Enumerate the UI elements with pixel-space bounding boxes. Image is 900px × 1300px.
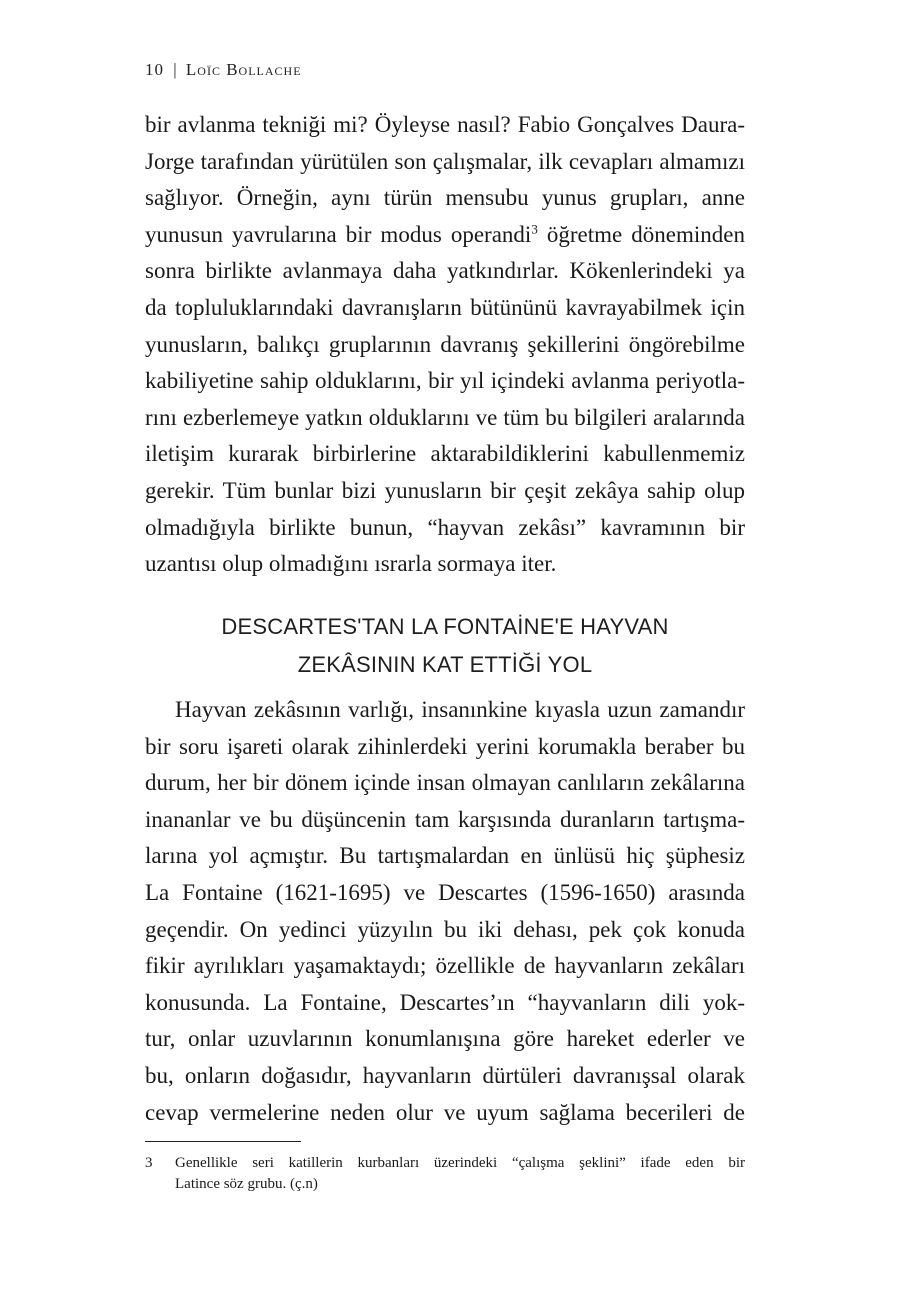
paragraph-line: inananlar ve bu düşüncenin tam karşısında duranların tartışma-	[145, 806, 745, 832]
body-paragraph-1	[145, 107, 745, 583]
footnote-line: Latince söz grubu. (ç.n)	[175, 1176, 318, 1192]
paragraph-line: sonra birlikte avlanmaya daha yatkındırlar. Kökenlerindeki ya	[145, 258, 745, 284]
paragraph-line: durum, her bir dönem içinde insan olmayan canlıların zekâlarına	[145, 770, 745, 796]
paragraph-line: olmadığıyla birlikte bunun, “hayvan zekâsı” kavramının bir	[145, 514, 745, 540]
running-head-author: Loïc Bollache	[185, 60, 302, 79]
paragraph-line: yunusların, balıkçı gruplarının davranış şekillerini öngörebilme	[145, 331, 745, 357]
paragraph-line-with-footnote-ref	[145, 217, 745, 254]
footnote-divider	[145, 1141, 301, 1142]
footnote-reference[interactable]: 3	[531, 221, 538, 237]
footnote-text	[175, 1153, 745, 1195]
page-number: 10	[145, 60, 164, 79]
paragraph-line: uzantısı olup olmadığını ısrarla sormaya iter.	[145, 551, 557, 577]
paragraph-line: da topluluklarındaki davranışların bütününü kavrayabilmek için	[145, 294, 745, 320]
footnote-line: Genellikle seri katillerin kurbanları üzerindeki “çalışma şeklini” ifade eden bir	[175, 1155, 745, 1171]
paragraph-line: konusunda. La Fontaine, Descartes’ın “hayvanların dili yok-	[145, 989, 745, 1015]
footnote-number: 3	[145, 1155, 153, 1171]
body-paragraph-2	[145, 692, 745, 1131]
paragraph-line: bu, onların doğasıdır, hayvanların dürtüleri davranışsal olarak	[145, 1062, 745, 1088]
running-head-separator: |	[173, 60, 178, 79]
paragraph-line: iletişim kurarak birbirlerine aktarabildiklerini kabullenmemiz	[145, 441, 745, 467]
paragraph-line: kabiliyetine sahip olduklarını, bir yıl içindeki avlanma periyotla-	[145, 368, 745, 394]
paragraph-line: rını ezberlemeye yatkın olduklarını ve tüm bu bilgileri aralarında	[145, 404, 745, 430]
paragraph-line: La Fontaine (1621-1695) ve Descartes (1596-1650) arasında	[145, 879, 745, 905]
running-head	[145, 60, 302, 80]
paragraph-line: larına yol açmıştır. Bu tartışmalardan en ünlüsü hiç şüphesiz	[145, 843, 745, 869]
footnote	[145, 1153, 745, 1195]
paragraph-line: Hayvan zekâsının varlığı, insanınkine kıyasla uzun zamandır	[175, 697, 745, 722]
paragraph-line-text: yunusun yavrularına bir modus operandi	[145, 221, 532, 247]
section-heading	[145, 608, 745, 684]
paragraph-line: bir soru işareti olarak zihinlerdeki yerini korumakla beraber bu	[145, 733, 745, 759]
paragraph-line: bir avlanma tekniği mi? Öyleyse nasıl? Fabio Gonçalves Daura-	[145, 112, 745, 137]
paragraph-line: cevap vermelerine neden olur ve uyum sağlama becerileri de	[145, 1099, 745, 1125]
paragraph-line: gerekir. Tüm bunlar bizi yunusların bir çeşit zekâya sahip olup	[145, 477, 745, 503]
paragraph-line: geçendir. On yedinci yüzyılın bu iki dehası, pek çok konuda	[145, 916, 745, 942]
paragraph-line: Jorge tarafından yürütülen son çalışmalar, ilk cevapları almamızı	[145, 148, 745, 174]
paragraph-line: tur, onlar uzuvlarının konumlanışına göre hareket ederler ve	[145, 1026, 745, 1052]
section-heading-line-1: DESCARTES'TAN LA FONTAİNE'E HAYVAN	[221, 614, 669, 639]
section-heading-line-2: ZEKÂSININ KAT ETTİĞİ YOL	[297, 652, 593, 677]
paragraph-line-text: öğretme döneminden	[537, 221, 746, 247]
paragraph-line: sağlıyor. Örneğin, aynı türün mensubu yunus grupları, anne	[145, 185, 745, 211]
paragraph-line: fikir ayrılıkları yaşamaktaydı; özellikle de hayvanların zekâları	[145, 953, 745, 979]
